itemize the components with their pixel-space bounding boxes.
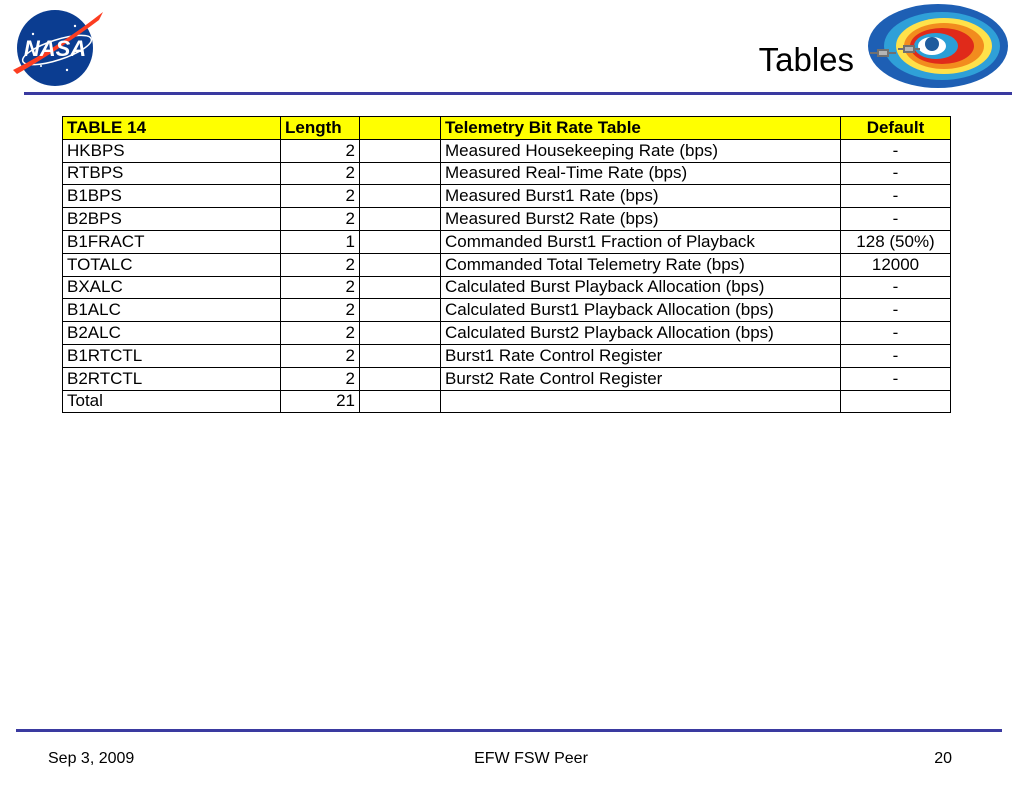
header-cell-length: Length <box>281 117 360 140</box>
cell-description: Calculated Burst Playback Allocation (bps) <box>441 276 841 299</box>
cell-blank <box>360 344 441 367</box>
header-cell-default: Default <box>841 117 951 140</box>
cell-length: 2 <box>281 276 360 299</box>
cell-description: Burst2 Rate Control Register <box>441 367 841 390</box>
cell-description: Calculated Burst1 Playback Allocation (bps) <box>441 299 841 322</box>
cell-name: RTBPS <box>63 162 281 185</box>
cell-default: - <box>841 208 951 231</box>
cell-name: B1BPS <box>63 185 281 208</box>
header-cell-blank <box>360 117 441 140</box>
cell-name: BXALC <box>63 276 281 299</box>
header-cell-description: Telemetry Bit Rate Table <box>441 117 841 140</box>
cell-blank <box>360 367 441 390</box>
cell-blank <box>360 322 441 345</box>
footer-title: EFW FSW Peer <box>474 750 588 767</box>
cell-name: TOTALC <box>63 253 281 276</box>
cell-description: Commanded Total Telemetry Rate (bps) <box>441 253 841 276</box>
table-row <box>63 344 951 367</box>
cell-blank <box>360 299 441 322</box>
cell-length: 2 <box>281 185 360 208</box>
telemetry-bit-rate-table <box>62 116 951 413</box>
table-row <box>63 322 951 345</box>
cell-length: 2 <box>281 344 360 367</box>
header-cell-table-id: TABLE 14 <box>63 117 281 140</box>
table-total-row <box>63 390 951 413</box>
cell-blank <box>360 139 441 162</box>
header-rule <box>24 92 1012 95</box>
nasa-logo <box>5 4 107 88</box>
table-header-row <box>63 117 951 140</box>
cell-description <box>441 390 841 413</box>
cell-length: 2 <box>281 208 360 231</box>
cell-name: B1RTCTL <box>63 344 281 367</box>
cell-name: Total <box>63 390 281 413</box>
cell-length: 2 <box>281 367 360 390</box>
cell-description: Measured Burst2 Rate (bps) <box>441 208 841 231</box>
cell-description: Burst1 Rate Control Register <box>441 344 841 367</box>
cell-blank <box>360 185 441 208</box>
cell-length: 2 <box>281 299 360 322</box>
cell-default: 128 (50%) <box>841 230 951 253</box>
table-row <box>63 139 951 162</box>
footer-rule <box>16 729 1002 732</box>
cell-name: B2BPS <box>63 208 281 231</box>
cell-blank <box>360 253 441 276</box>
cell-default: - <box>841 367 951 390</box>
cell-default: - <box>841 344 951 367</box>
cell-default: - <box>841 162 951 185</box>
cell-blank <box>360 162 441 185</box>
cell-description: Calculated Burst2 Playback Allocation (bps) <box>441 322 841 345</box>
cell-length: 2 <box>281 322 360 345</box>
footer-date: Sep 3, 2009 <box>48 750 135 767</box>
cell-description: Measured Housekeeping Rate (bps) <box>441 139 841 162</box>
table-row <box>63 230 951 253</box>
nasa-logo-text: NASA <box>23 36 87 61</box>
cell-description: Commanded Burst1 Fraction of Playback <box>441 230 841 253</box>
cell-name: B1ALC <box>63 299 281 322</box>
table-row <box>63 367 951 390</box>
cell-name: B1FRACT <box>63 230 281 253</box>
cell-blank <box>360 230 441 253</box>
cell-description: Measured Real-Time Rate (bps) <box>441 162 841 185</box>
table-row <box>63 253 951 276</box>
cell-name: B2ALC <box>63 322 281 345</box>
radiation-belts-image <box>862 2 1012 92</box>
table-row <box>63 185 951 208</box>
cell-description: Measured Burst1 Rate (bps) <box>441 185 841 208</box>
cell-length: 1 <box>281 230 360 253</box>
cell-default: - <box>841 322 951 345</box>
cell-default: 12000 <box>841 253 951 276</box>
table-row <box>63 208 951 231</box>
cell-length: 2 <box>281 253 360 276</box>
table-row <box>63 276 951 299</box>
cell-blank <box>360 276 441 299</box>
cell-default: - <box>841 139 951 162</box>
cell-name: HKBPS <box>63 139 281 162</box>
cell-length: 2 <box>281 139 360 162</box>
cell-blank <box>360 390 441 413</box>
cell-default: - <box>841 185 951 208</box>
cell-length: 21 <box>281 390 360 413</box>
cell-length: 2 <box>281 162 360 185</box>
table-row <box>63 162 951 185</box>
cell-name: B2RTCTL <box>63 367 281 390</box>
page-title: Tables <box>758 41 854 78</box>
cell-blank <box>360 208 441 231</box>
cell-default: - <box>841 276 951 299</box>
cell-default: - <box>841 299 951 322</box>
table-row <box>63 299 951 322</box>
page-number: 20 <box>934 750 952 767</box>
cell-default <box>841 390 951 413</box>
